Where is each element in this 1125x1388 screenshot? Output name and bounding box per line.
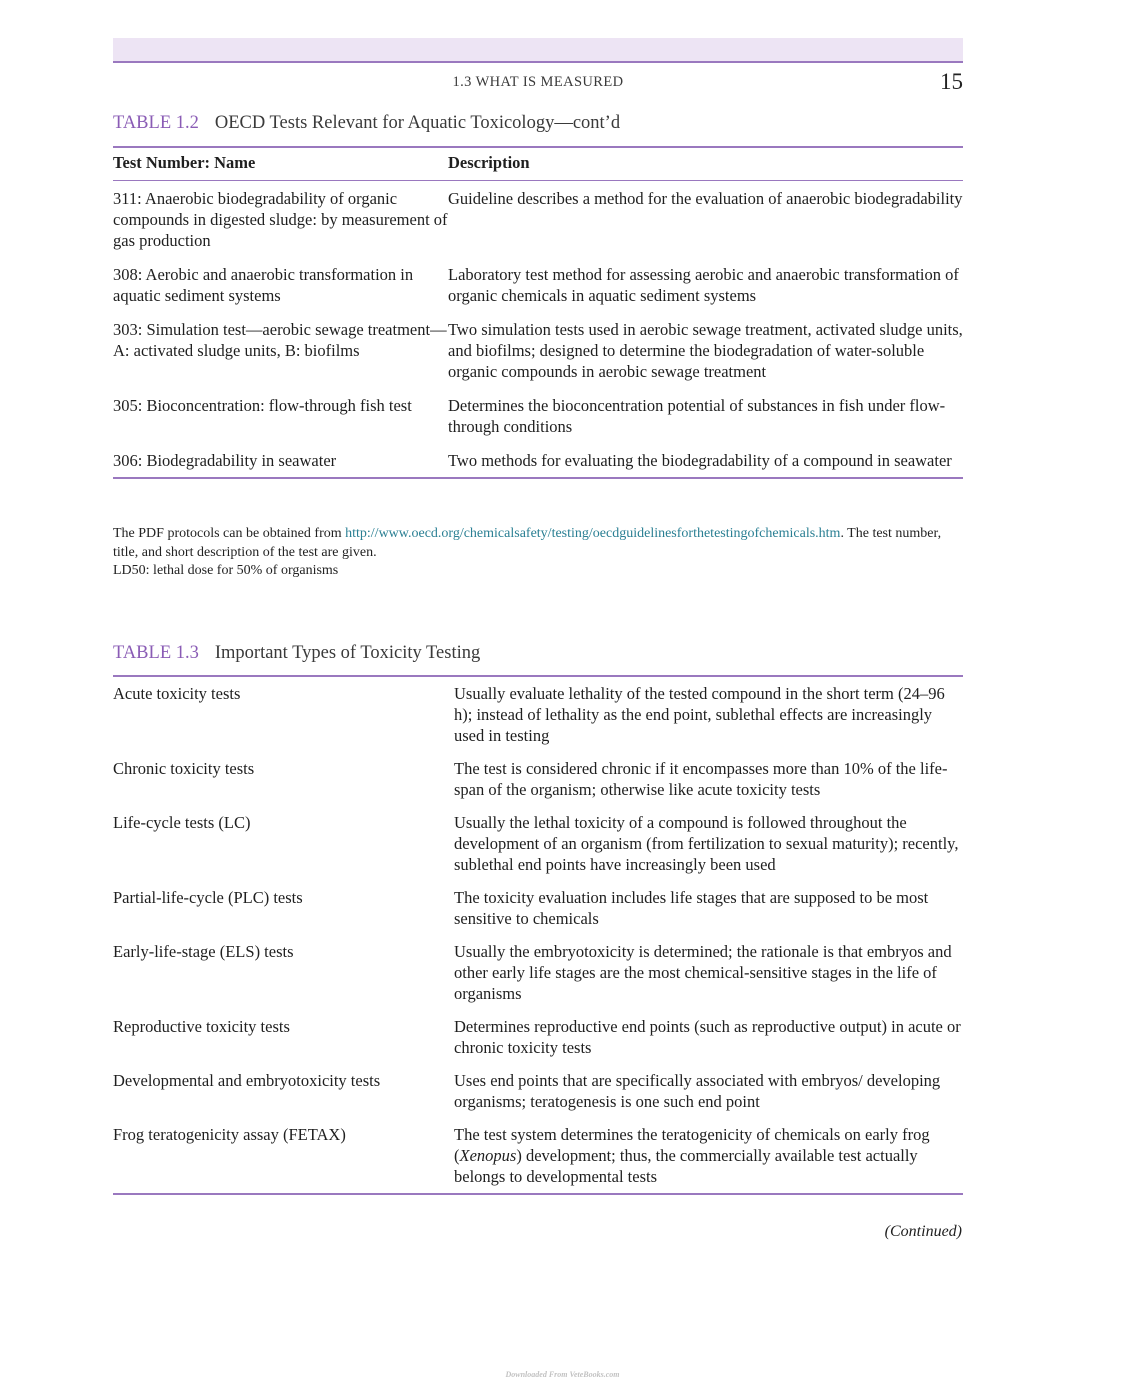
description-cell: Laboratory test method for assessing aerobic and anaerobic transformation of organic chemicals in aquatic sediment systems [448, 265, 959, 305]
test-name-cell: 311: Anaerobic biodegradability of organic compounds in digested sludge: by measurement of gas production [113, 189, 448, 250]
description-cell [454, 1124, 963, 1187]
footnote-source [113, 525, 963, 562]
table-1-3 [113, 675, 963, 1195]
table-row [113, 1010, 963, 1064]
watermark: Downloaded From VeteBooks.com [505, 1370, 620, 1379]
test-type-cell: Acute toxicity tests [113, 684, 241, 703]
table-row [113, 752, 963, 806]
table-row [113, 881, 963, 935]
table-label: TABLE 1.2 [113, 113, 199, 133]
description-text: The test system determines the teratogenicity of chemicals on early frog ( [454, 1125, 930, 1165]
species-name: Xenopus [459, 1146, 517, 1165]
table-row [113, 677, 963, 752]
description-cell: Two simulation tests used in aerobic sewage treatment, activated sludge units, and biofilms; designed to determine the biodegradation of water-soluble organic compounds in aerobic sewage treatment [448, 320, 963, 381]
table-header-row [113, 148, 963, 181]
test-type-cell: Developmental and embryotoxicity tests [113, 1071, 381, 1090]
test-type-cell: Partial-life-cycle (PLC) tests [113, 888, 303, 907]
table-row [113, 257, 963, 312]
column-header: Description [448, 153, 530, 172]
table-label: TABLE 1.3 [113, 643, 199, 663]
header-band [113, 38, 963, 63]
table-row [113, 312, 963, 388]
description-cell: The test is considered chronic if it encompasses more than 10% of the life-span of the organism; otherwise like acute toxicity tests [454, 759, 948, 799]
table-row [113, 181, 963, 257]
description-cell: Determines reproductive end points (such as reproductive output) in acute or chronic toxicity tests [454, 1017, 961, 1057]
test-name-cell: 303: Simulation test—aerobic sewage treatment—A: activated sludge units, B: biofilms [113, 320, 447, 360]
table-row [113, 388, 963, 443]
test-name-cell: 308: Aerobic and anaerobic transformation in aquatic sediment systems [113, 265, 414, 305]
description-cell: Uses end points that are specifically associated with embryos/ developing organisms; teratogenesis is one such end point [454, 1071, 941, 1111]
footnote-intro: The PDF protocols can be obtained from [113, 526, 346, 541]
oecd-link[interactable]: http://www.oecd.org/chemicalsafety/testing/oecdguidelinesforthetestingofchemicals.htm [345, 526, 841, 541]
table-row [113, 443, 963, 477]
table-1-2-caption [113, 113, 963, 134]
continued-label: (Continued) [884, 1223, 962, 1240]
table-1-3-caption [113, 643, 963, 664]
table-title: OECD Tests Relevant for Aquatic Toxicology—cont’d [214, 113, 621, 133]
page-number: 15 [940, 69, 963, 94]
running-head [113, 70, 963, 96]
description-cell: The toxicity evaluation includes life stages that are supposed to be most sensitive to chemicals [454, 888, 929, 928]
test-type-cell: Life-cycle tests (LC) [113, 813, 251, 832]
description-text: ) development; thus, the commercially available test actually belongs to developmental tests [454, 1146, 918, 1186]
test-type-cell: Reproductive toxicity tests [113, 1017, 290, 1036]
column-header: Test Number: Name [113, 153, 256, 172]
test-type-cell: Early-life-stage (ELS) tests [113, 942, 294, 961]
table-row [113, 935, 963, 1010]
footnote-ld50: LD50: lethal dose for 50% of organisms [113, 563, 339, 578]
description-cell: Usually the lethal toxicity of a compound is followed throughout the development of an organism (from fertilization to sexual maturity); recently, sublethal end points have increasingly been used [454, 813, 959, 874]
table-footnotes [113, 525, 963, 581]
description-cell: Two methods for evaluating the biodegradability of a compound in seawater [448, 451, 952, 470]
test-name-cell: 305: Bioconcentration: flow-through fish test [113, 396, 412, 415]
test-name-cell: 306: Biodegradability in seawater [113, 451, 337, 470]
table-row [113, 1064, 963, 1118]
table-row [113, 806, 963, 881]
footnote-after-link: . The test number, title, and short description of the test are given. [113, 526, 942, 560]
table-1-2 [113, 146, 963, 479]
test-type-cell: Chronic toxicity tests [113, 759, 255, 778]
description-cell: Determines the bioconcentration potential of substances in fish under flow-through conditions [448, 396, 946, 436]
description-cell: Guideline describes a method for the evaluation of anaerobic biodegradability [448, 189, 963, 208]
section-title: 1.3 WHAT IS MEASURED [452, 74, 624, 90]
description-cell: Usually the embryotoxicity is determined; the rationale is that embryos and other early life stages are the most chemical-sensitive stages in the life of organisms [454, 942, 952, 1003]
test-type-cell: Frog teratogenicity assay (FETAX) [113, 1125, 346, 1144]
table-row [113, 1118, 963, 1193]
description-cell: Usually evaluate lethality of the tested compound in the short term (24–96 h); instead of lethality as the end point, sublethal effects are increasingly used in testing [454, 684, 945, 745]
table-title: Important Types of Toxicity Testing [214, 643, 481, 663]
